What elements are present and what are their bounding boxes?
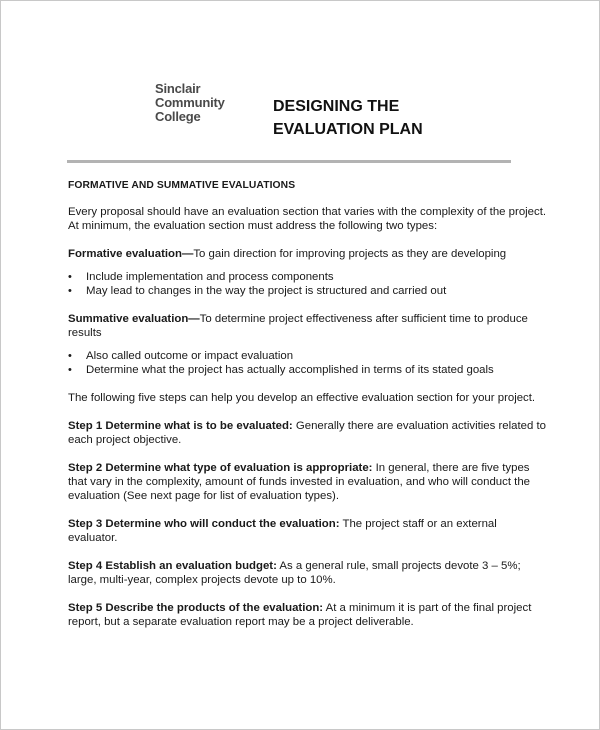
- logo-line: Community: [155, 95, 225, 110]
- list-item: • May lead to changes in the way the project is structured and carried out: [68, 284, 548, 298]
- step-2: [68, 461, 548, 503]
- step-text: Generally there are evaluation activities related to each project objective.: [68, 420, 546, 446]
- title-line-2: EVALUATION PLAN: [273, 121, 423, 138]
- header-divider: [67, 160, 511, 163]
- step-5: [68, 601, 548, 629]
- step-text: The project staff or an external evaluator.: [68, 518, 497, 544]
- step-3: [68, 517, 548, 545]
- step-label: Step 3 Determine who will conduct the evaluation:: [68, 518, 340, 530]
- step-1: [68, 419, 548, 447]
- step-label: Step 1 Determine what is to be evaluated:: [68, 420, 293, 432]
- list-item: • Include implementation and process components: [68, 270, 548, 284]
- title-line-1: DESIGNING THE: [273, 98, 400, 115]
- document-title: [273, 95, 423, 141]
- step-text: As a general rule, small projects devote 3 – 5%; large, multi-year, complex projects devote up to 10%.: [68, 560, 521, 586]
- document-body: [68, 179, 548, 643]
- summative-paragraph: [68, 312, 548, 340]
- intro-paragraph: Every proposal should have an evaluation section that varies with the complexity of the project. At minimum, the evaluation section must address the following two types:: [68, 206, 547, 232]
- step-label: Step 4 Establish an evaluation budget:: [68, 560, 277, 572]
- formative-text: To gain direction for improving projects as they are developing: [193, 248, 507, 260]
- college-logo: [155, 82, 225, 124]
- summative-bullets: [68, 349, 548, 377]
- formative-label: Formative evaluation—: [68, 248, 194, 260]
- steps-intro: The following five steps can help you develop an effective evaluation section for your project.: [68, 392, 536, 404]
- formative-paragraph: [68, 247, 548, 261]
- list-item: • Also called outcome or impact evaluation: [68, 349, 548, 363]
- step-text: At a minimum it is part of the final project report, but a separate evaluation report may be a project deliverable.: [68, 602, 532, 628]
- section-heading: FORMATIVE AND SUMMATIVE EVALUATIONS: [68, 180, 296, 191]
- step-text: In general, there are five types that vary in the complexity, amount of funds invested in evaluation, and who will conduct the evaluation (See next page for list of evaluation types).: [68, 462, 531, 502]
- formative-bullets: [68, 270, 548, 298]
- step-label: Step 5 Describe the products of the evaluation:: [68, 602, 324, 614]
- step-4: [68, 559, 548, 587]
- summative-text: To determine project effectiveness after sufficient time to produce results: [68, 313, 528, 339]
- summative-label: Summative evaluation—: [68, 313, 200, 325]
- logo-line: Sinclair: [155, 81, 201, 96]
- logo-line: College: [155, 109, 201, 124]
- list-item: • Determine what the project has actually accomplished in terms of its stated goals: [68, 363, 548, 377]
- step-label: Step 2 Determine what type of evaluation is appropriate:: [68, 462, 373, 474]
